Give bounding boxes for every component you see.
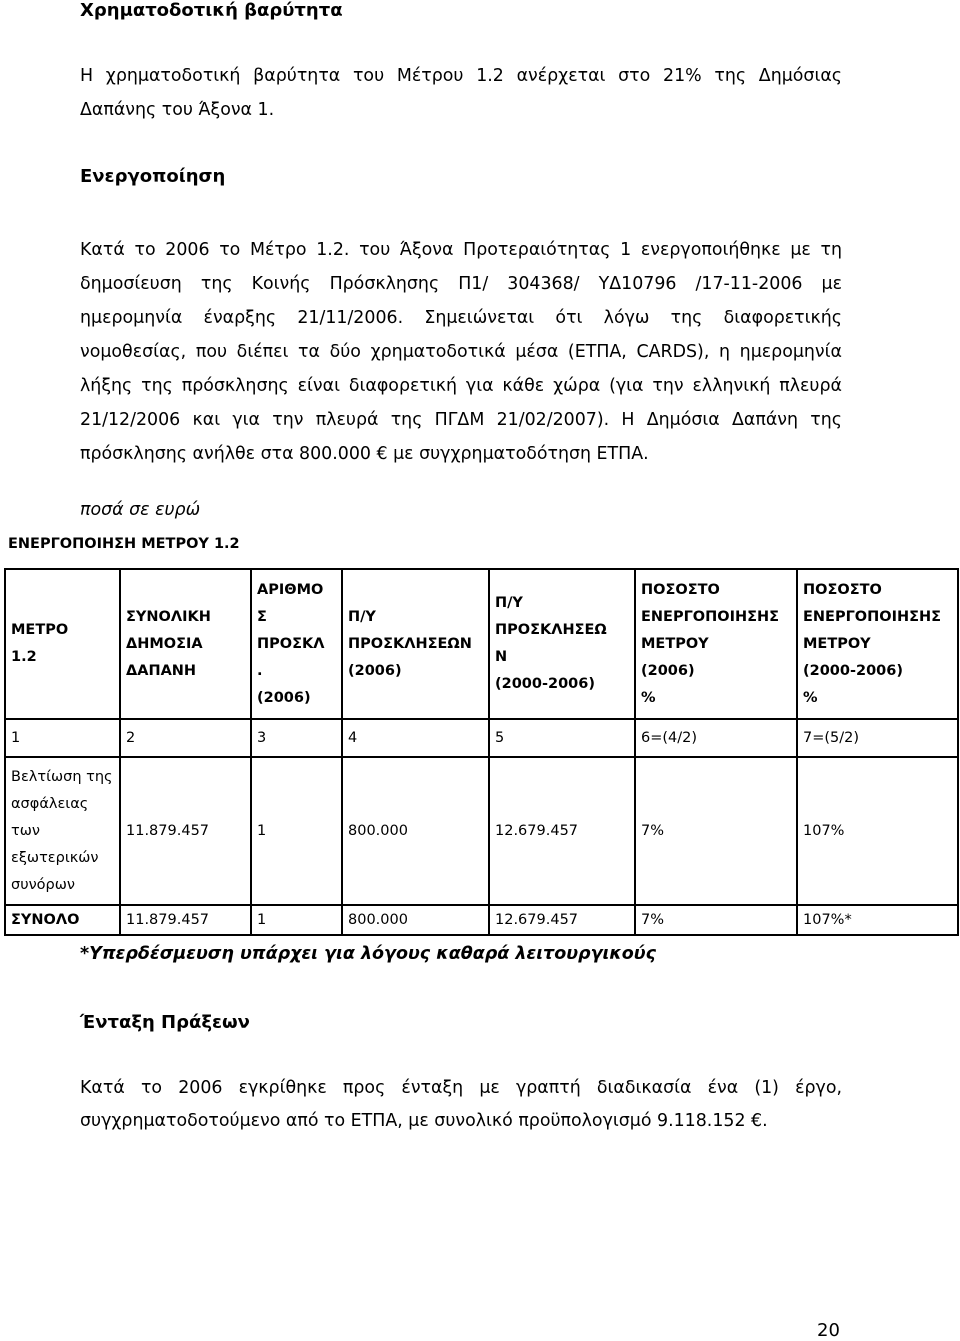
page-number: 20 bbox=[817, 1320, 840, 1341]
financial-weight-text-line-1: Η χρηματοδοτική βαρύτητα του Μέτρου 1.2 ανέρχεται στο 21% της Δημόσιας bbox=[80, 66, 842, 86]
table-total-row bbox=[5, 905, 958, 935]
activation-heading: Ενεργοποίηση bbox=[80, 166, 226, 187]
table-caption: ΕΝΕΡΓΟΠΟΙΗΣΗ ΜΕΤΡΟΥ 1.2 bbox=[8, 536, 240, 552]
table-cell: 1 bbox=[251, 905, 342, 935]
header-cell-number-of-calls: ΑΡΙΘΜΟ Σ ΠΡΟΣΚΛ . (2006) bbox=[251, 569, 342, 719]
header-cell-activation-rate-2000-2006: ΠΟΣΟΣΤΟ ΕΝΕΡΓΟΠΟΙΗΣΗΣ ΜΕΤΡΟΥ (2000-2006) % bbox=[797, 569, 958, 719]
activation-line: 21/12/2006 και για την πλευρά της ΠΓΔΜ 21/02/2007). Η Δημόσια Δαπάνη της bbox=[80, 410, 842, 430]
table-cell: 107% bbox=[797, 757, 958, 905]
table-cell: 5 bbox=[489, 719, 635, 757]
table-cell: 12.679.457 bbox=[489, 757, 635, 905]
table-cell: 800.000 bbox=[342, 905, 489, 935]
table-cell: 800.000 bbox=[342, 757, 489, 905]
activation-line: νομοθεσίας, που διέπει τα δύο χρηματοδοτικά μέσα (ΕΤΠΑ, CARDS), η ημερομηνία bbox=[80, 342, 842, 362]
table-footnote: *Υπερδέσμευση υπάρχει για λόγους καθαρά λειτουργικούς bbox=[80, 944, 656, 964]
table-cell: 107%* bbox=[797, 905, 958, 935]
financial-weight-heading: Χρηματοδοτική βαρύτητα bbox=[80, 0, 343, 21]
inclusion-text-line-1: Κατά το 2006 εγκρίθηκε προς ένταξη με γραπτή διαδικασία ένα (1) έργο, bbox=[80, 1078, 842, 1098]
header-cell-total-public-expenditure: ΣΥΝΟΛΙΚΗ ΔΗΜΟΣΙΑ ΔΑΠΑΝΗ bbox=[120, 569, 251, 719]
table-cell: 11.879.457 bbox=[120, 905, 251, 935]
table-header-row bbox=[5, 569, 958, 719]
activation-paragraph bbox=[80, 233, 842, 471]
header-cell-activation-rate-2006: ΠΟΣΟΣΤΟ ΕΝΕΡΓΟΠΟΙΗΣΗΣ ΜΕΤΡΟΥ (2006) % bbox=[635, 569, 797, 719]
table-cell: 11.879.457 bbox=[120, 757, 251, 905]
inclusion-heading: Ένταξη Πράξεων bbox=[80, 1012, 250, 1033]
activation-line: πρόσκλησης ανήλθε στα 800.000 € με συγχρηματοδότηση ΕΤΠΑ. bbox=[80, 444, 649, 464]
table-cell: 2 bbox=[120, 719, 251, 757]
activation-line: δημοσίευση της Κοινής Πρόσκλησης Π1/ 304368/ ΥΔ10796 /17-11-2006 με bbox=[80, 274, 842, 294]
amounts-note: ποσά σε ευρώ bbox=[80, 500, 201, 520]
table-cell: 3 bbox=[251, 719, 342, 757]
table-cell: 1 bbox=[5, 719, 120, 757]
total-label-cell: ΣΥΝΟΛΟ bbox=[5, 905, 120, 935]
header-cell-calls-budget-2006: Π/Υ ΠΡΟΣΚΛΗΣΕΩΝ (2006) bbox=[342, 569, 489, 719]
activation-line: Κατά το 2006 το Μέτρο 1.2. του Άξονα Προτεραιότητας 1 ενεργοποιήθηκε με τη bbox=[80, 240, 842, 260]
inclusion-text-line-2: συγχρηματοδοτούμενο από το ΕΤΠΑ, με συνολικό προϋπολογισμό 9.118.152 €. bbox=[80, 1111, 768, 1131]
table-cell: 6=(4/2) bbox=[635, 719, 797, 757]
activation-line: λήξης της πρόσκλησης είναι διαφορετική για κάθε χώρα (για την ελληνική πλευρά bbox=[80, 376, 842, 396]
header-cell-measure: ΜΕΤΡΟ 1.2 bbox=[5, 569, 120, 719]
header-cell-calls-budget-2000-2006: Π/Υ ΠΡΟΣΚΛΗΣΕΩ Ν (2000-2006) bbox=[489, 569, 635, 719]
activation-line: ημερομηνία έναρξης 21/11/2006. Σημειώνεται ότι λόγω της διαφορετικής bbox=[80, 308, 842, 328]
table-cell: 4 bbox=[342, 719, 489, 757]
table-cell: 12.679.457 bbox=[489, 905, 635, 935]
table-cell: 7% bbox=[635, 757, 797, 905]
financial-weight-text-line-2: Δαπάνης του Άξονα 1. bbox=[80, 100, 275, 120]
activation-table bbox=[4, 568, 959, 936]
table-cell: 7% bbox=[635, 905, 797, 935]
table-cell: 7=(5/2) bbox=[797, 719, 958, 757]
table-row bbox=[5, 757, 958, 905]
table-cell: 1 bbox=[251, 757, 342, 905]
measure-name-cell: Βελτίωση της ασφάλειας των εξωτερικών συνόρων bbox=[5, 757, 120, 905]
table-index-row bbox=[5, 719, 958, 757]
